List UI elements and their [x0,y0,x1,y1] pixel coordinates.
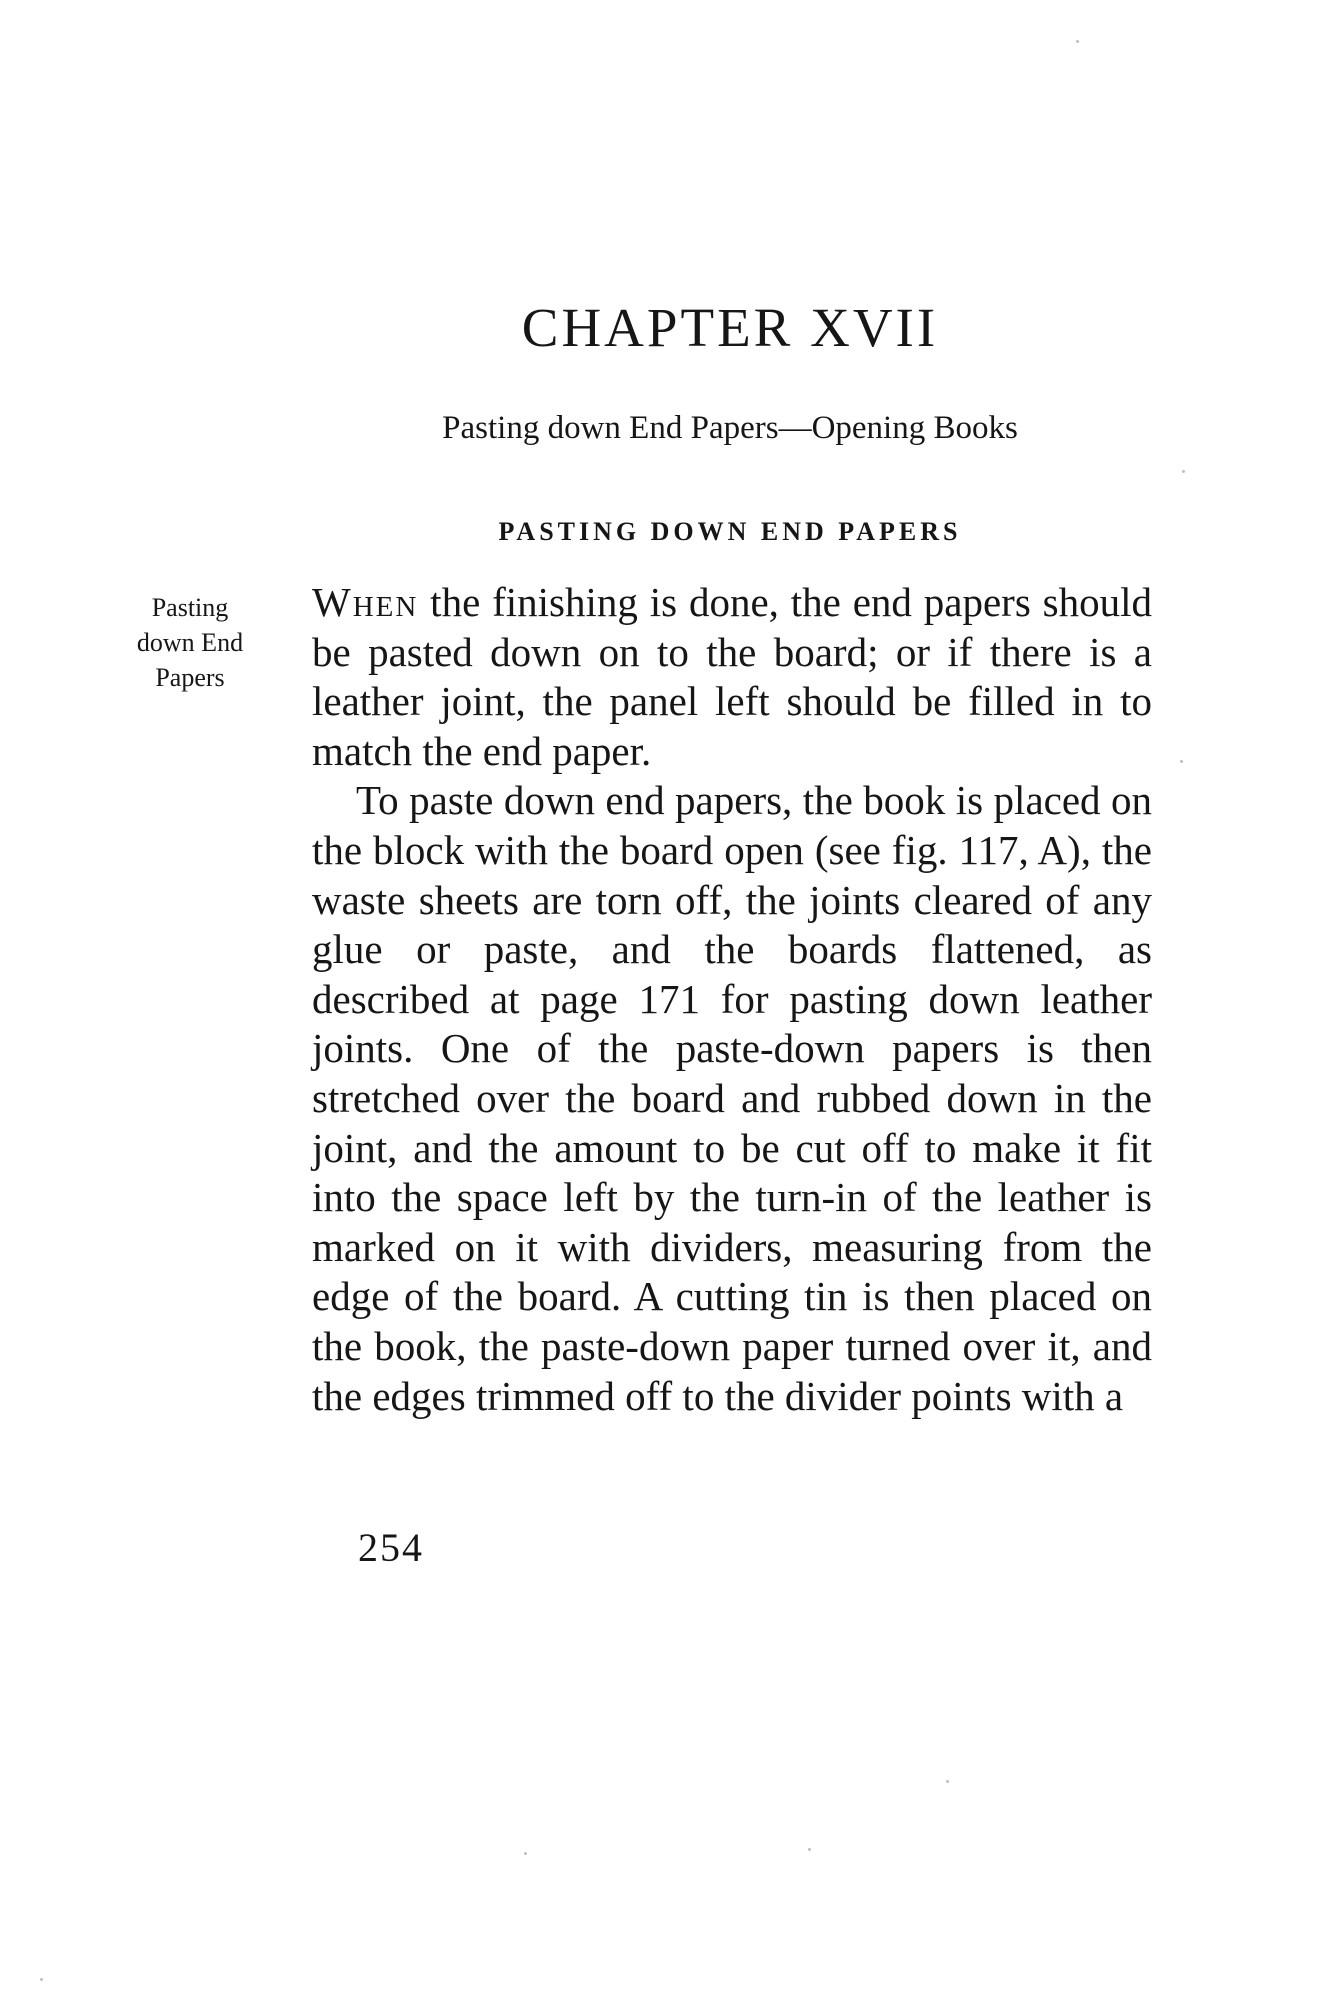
page-number: 254 [358,1525,424,1570]
paper-speck [1180,760,1183,763]
section-heading: PASTING DOWN END PAPERS [498,517,962,546]
paper-speck [946,1780,949,1783]
margin-note-line: down End [136,628,244,657]
paragraph-1-text: the finishing is done, the end papers should be pasted down on to the board; or if there is a leather joint, the panel left should be filled in to match the end paper. [312,579,1152,774]
margin-note-line: Papers [155,663,225,692]
paper-speck [40,1978,43,1981]
paragraph-2: To paste down end papers, the book is placed on the block with the board open (see fig. 117, A), the waste sheets are torn off, the joints cleared of any glue or paste, and the boards flattened, as described at page 171 for pasting down leather joints. One of the paste-down papers is then stretched over the board and rubbed down in the joint, and the amount to be cut off to make it fit into the space left by the turn-in of the leather is marked on it with dividers, measuring from the edge of the board. A cutting tin is then placed on the book, the paste-down paper turned over it, and the edges trimmed off to the divider points with a [312,777,1152,1419]
paper-speck [1076,40,1079,43]
paper-speck [524,1852,527,1855]
margin-note-line: Pasting [151,593,229,622]
body-text [312,578,1152,1421]
chapter-subtitle: Pasting down End Papers—Opening Books [442,410,1018,446]
paper-speck [1182,470,1185,473]
paper-speck [808,1848,811,1851]
paragraph-lead-word: When [312,579,419,625]
margin-note [110,590,270,695]
chapter-title: CHAPTER XVII [521,297,939,358]
paragraph-1 [312,578,1152,776]
